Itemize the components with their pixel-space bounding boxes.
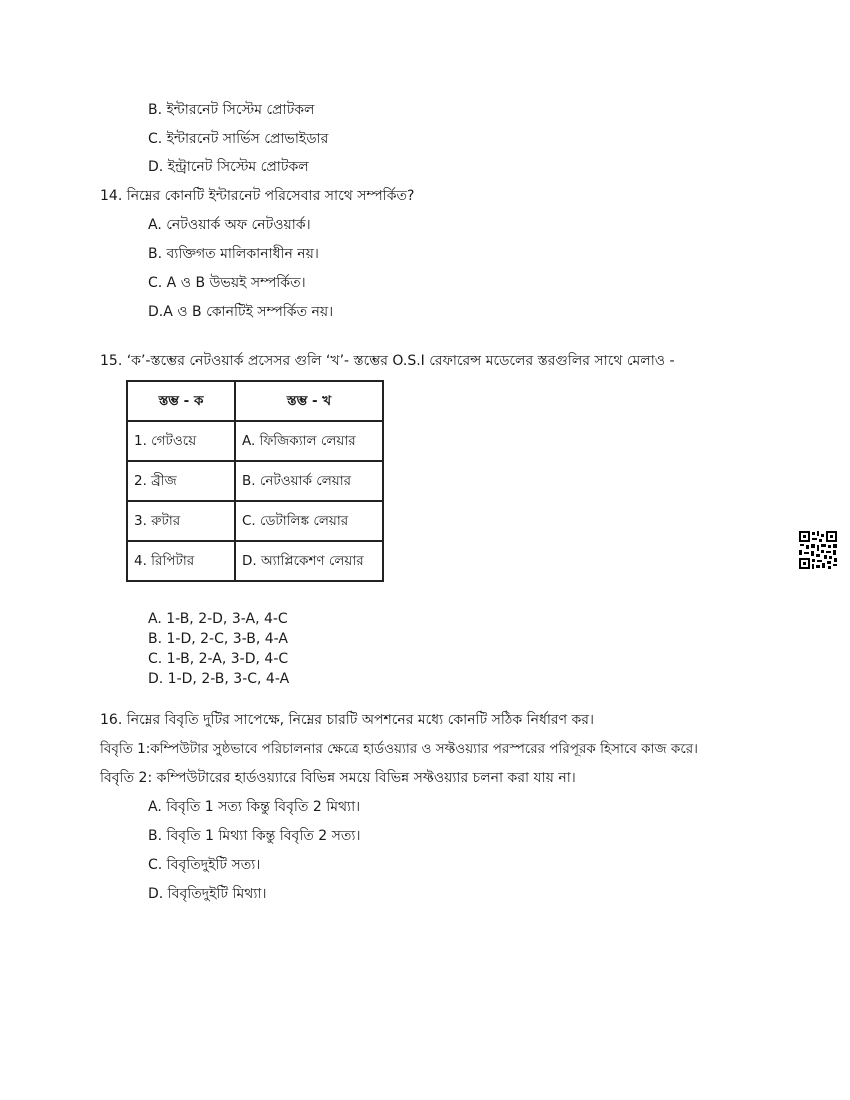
- q15-option-d: D. 1-D, 2-B, 3-C, 4-A: [148, 671, 290, 687]
- match-table: [126, 380, 384, 582]
- table-row: [127, 421, 383, 461]
- q15-option-b: B. 1-D, 2-C, 3-B, 4-A: [148, 631, 288, 647]
- q13-option-b: B. ইন্টারনেট সিস্টেম প্রোটকল: [148, 102, 315, 118]
- table-cell: B. নেটওয়ার্ক লেয়ার: [235, 461, 383, 501]
- q15-option-c: C. 1-B, 2-A, 3-D, 4-C: [148, 651, 289, 667]
- q16-option-d: D. বিবৃতিদুইটি মিথ্যা।: [148, 886, 267, 902]
- q13-option-c: C. ইন্টারনেট সার্ভিস প্রোভাইডার: [148, 131, 329, 147]
- table-cell: D. অ্যাপ্লিকেশণ লেয়ার: [235, 541, 383, 581]
- table-cell: C. ডেটালিঙ্ক লেয়ার: [235, 501, 383, 541]
- q16-statement-1: বিবৃতি 1:কম্পিউটার সুষ্ঠভাবে পরিচালনার ক্ষেত্রে হার্ডওয়্যার ও সফ্টওয়্যার পরস্পরের পরিপূরক হিসাবে কাজ করে।: [100, 741, 699, 757]
- qr-code-icon: [798, 530, 838, 570]
- table-cell: 1. গেটওয়ে: [127, 421, 235, 461]
- q16-option-b: B. বিবৃতি 1 মিথ্যা কিন্তু বিবৃতি 2 সত্য।: [148, 828, 361, 844]
- table-row: [127, 501, 383, 541]
- q14-option-d: D.A ও B কোনটিই সম্পর্কিত নয়।: [148, 304, 334, 320]
- table-cell: A. ফিজিক্যাল লেয়ার: [235, 421, 383, 461]
- table-header-row: [127, 381, 383, 421]
- q16-option-a: A. বিবৃতি 1 সত্য কিন্তু বিবৃতি 2 মিথ্যা।: [148, 799, 361, 815]
- column-k-header: স্তম্ভ - ক: [127, 381, 235, 421]
- table-row: [127, 541, 383, 581]
- q14-option-b: B. ব্যক্তিগত মালিকানাধীন নয়।: [148, 246, 319, 262]
- table-row: [127, 461, 383, 501]
- q14-option-c: C. A ও B উভয়ই সম্পর্কিত।: [148, 275, 306, 291]
- q15-question: 15. ‘ক’-স্তম্ভের নেটওয়ার্ক প্রসেসর গুলি ‘খ’- স্তম্ভের O.S.I রেফারেন্স মডেলের স্তরগুলির সাথে মেলাও -: [100, 353, 675, 369]
- q13-option-d: D. ইন্ট্রানেট সিস্টেম প্রোটকল: [148, 159, 309, 175]
- q16-statement-2: বিবৃতি 2: কম্পিউটারের হার্ডওয়্যারে বিভিন্ন সময়ে বিভিন্ন সফ্টওয়্যার চলনা করা যায় না।: [100, 770, 576, 786]
- q16-question: 16. নিম্নের বিবৃতি দুটির সাপেক্ষে, নিম্নের চারটি অপশনের মধ্যে কোনটি সঠিক নির্ধারণ কর।: [100, 712, 594, 728]
- q15-option-a: A. 1-B, 2-D, 3-A, 4-C: [148, 611, 288, 627]
- q16-option-c: C. বিবৃতিদুইটি সত্য।: [148, 857, 261, 873]
- table-cell: 2. ব্রীজ: [127, 461, 235, 501]
- table-cell: 3. রুটার: [127, 501, 235, 541]
- table-cell: 4. রিপিটার: [127, 541, 235, 581]
- q14-option-a: A. নেটওয়ার্ক অফ নেটওয়ার্ক।: [148, 217, 311, 233]
- q14-question: 14. নিম্নের কোনটি ইন্টারনেট পরিসেবার সাথে সম্পর্কিত?: [100, 188, 415, 204]
- column-kh-header: স্তম্ভ - খ: [235, 381, 383, 421]
